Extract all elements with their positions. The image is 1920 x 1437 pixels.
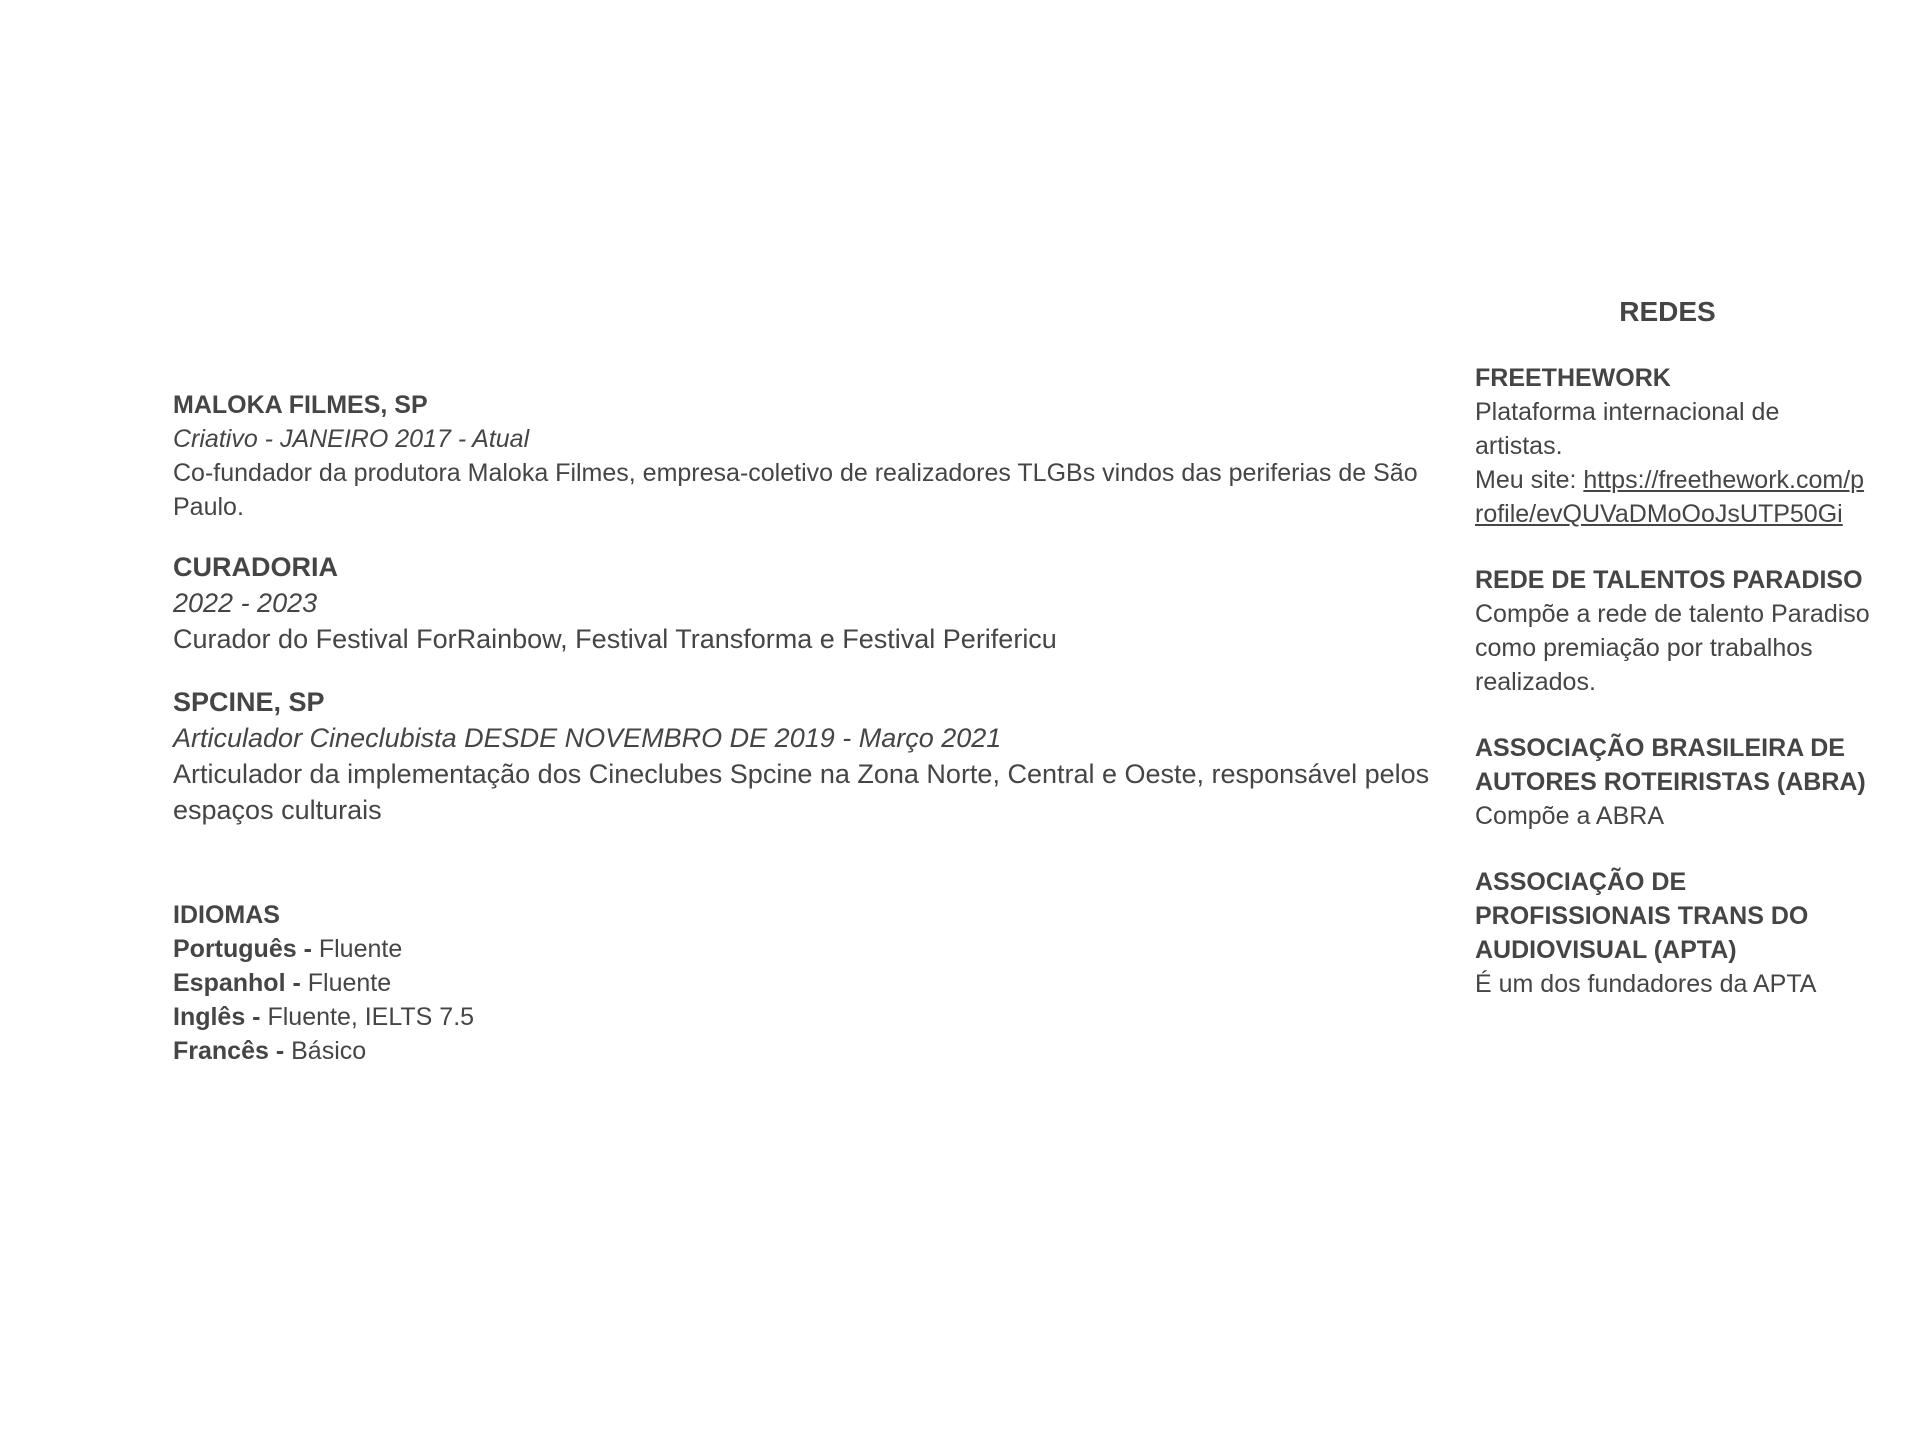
network-title: FREETHEWORK xyxy=(1475,364,1671,392)
experience-description: Co-fundador da produtora Maloka Filmes, empresa-coletivo de realizadores TLGBs vindos das periferias de São Paulo. xyxy=(173,459,1418,521)
network-description: É um dos fundadores da APTA xyxy=(1475,970,1817,998)
section-spacer xyxy=(173,853,1438,898)
language-item xyxy=(173,966,1438,1000)
experience-spcine xyxy=(173,684,1438,828)
experience-description: Articulador da implementação dos Cineclubes Spcine na Zona Norte, Central e Oeste, responsável pelos espaços culturais xyxy=(173,759,1430,825)
language-name: Espanhol - xyxy=(173,969,301,997)
network-description: Plataforma internacional de artistas. xyxy=(1475,398,1780,460)
experience-title: CURADORIA xyxy=(173,552,338,582)
language-level: Fluente xyxy=(311,935,403,963)
language-level: Básico xyxy=(284,1037,367,1065)
network-title: REDE DE TALENTOS PARADISO xyxy=(1475,566,1863,594)
site-label: Meu site: xyxy=(1475,466,1584,494)
experience-description: Curador do Festival ForRainbow, Festival Transforma e Festival Perifericu xyxy=(173,624,1057,654)
experience-column xyxy=(173,388,1438,1093)
language-item xyxy=(173,1000,1438,1034)
network-description: Compõe a ABRA xyxy=(1475,802,1664,830)
experience-subtitle: Articulador Cineclubista DESDE NOVEMBRO DE 2019 - Março 2021 xyxy=(173,723,1002,753)
language-name: Francês - xyxy=(173,1037,285,1065)
network-abra xyxy=(1475,731,1870,833)
language-item xyxy=(173,932,1438,966)
networks-title: REDES xyxy=(1619,296,1716,327)
network-freethework xyxy=(1475,361,1870,531)
language-level: Fluente, IELTS 7.5 xyxy=(260,1003,475,1031)
network-apta xyxy=(1475,865,1870,1001)
language-name: Português - xyxy=(173,935,312,963)
language-item xyxy=(173,1034,1438,1068)
languages-section xyxy=(173,898,1438,1068)
site-link[interactable]: https://freethework.com/profile/evQUVaDMoOoJsUTP50Gi xyxy=(1475,466,1865,528)
language-name: Inglês - xyxy=(173,1003,261,1031)
experience-subtitle: 2022 - 2023 xyxy=(173,588,318,618)
network-title: ASSOCIAÇÃO BRASILEIRA DE AUTORES ROTEIRISTAS (ABRA) xyxy=(1475,734,1866,796)
experience-title: MALOKA FILMES, SP xyxy=(173,391,428,419)
network-paradiso xyxy=(1475,563,1870,699)
experience-curadoria xyxy=(173,549,1438,657)
languages-title: IDIOMAS xyxy=(173,901,280,929)
language-level: Fluente xyxy=(300,969,392,997)
experience-maloka xyxy=(173,388,1438,524)
networks-column xyxy=(1475,295,1870,1033)
network-site xyxy=(1475,463,1870,531)
experience-subtitle: Criativo - JANEIRO 2017 - Atual xyxy=(173,425,530,453)
network-description: Compõe a rede de talento Paradiso como premiação por trabalhos realizados. xyxy=(1475,600,1870,696)
network-title: ASSOCIAÇÃO DE PROFISSIONAIS TRANS DO AUDIOVISUAL (APTA) xyxy=(1475,868,1809,964)
experience-title: SPCINE, SP xyxy=(173,687,325,717)
